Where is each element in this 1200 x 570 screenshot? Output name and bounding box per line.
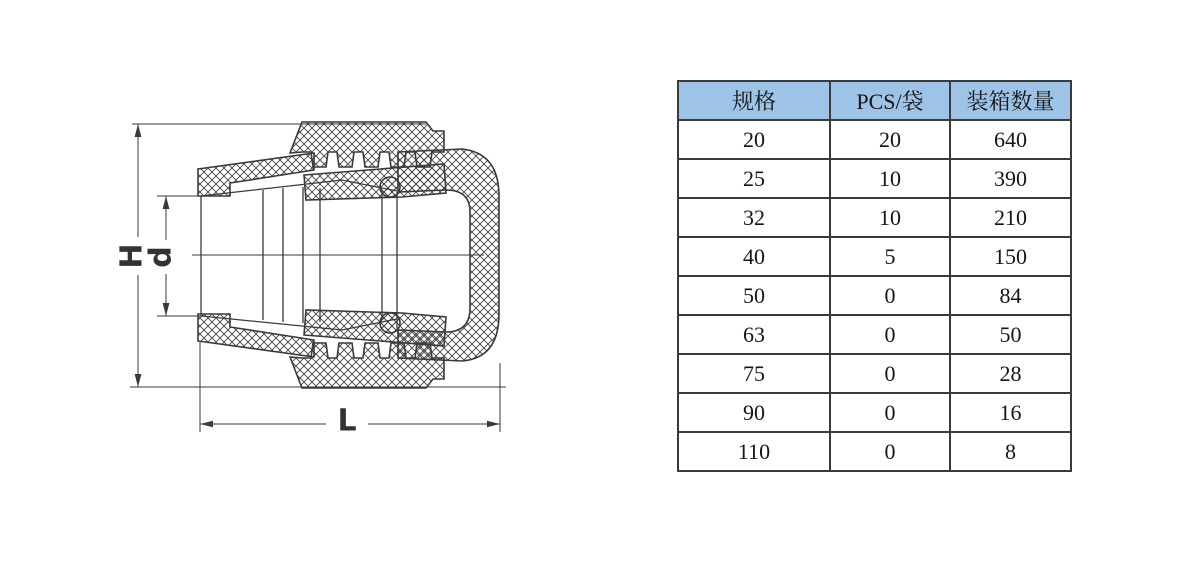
dimension-label-d: d bbox=[143, 246, 179, 268]
table-row bbox=[678, 198, 1071, 237]
fitting-cross-section-drawing bbox=[0, 0, 560, 570]
table-cell: 20 bbox=[830, 120, 950, 159]
table-cell: 90 bbox=[678, 393, 830, 432]
table-cell: 5 bbox=[830, 237, 950, 276]
table-cell: 75 bbox=[678, 354, 830, 393]
spec-table-body bbox=[678, 120, 1071, 471]
table-cell: 0 bbox=[830, 432, 950, 471]
table-cell: 50 bbox=[678, 276, 830, 315]
table-cell: 210 bbox=[950, 198, 1071, 237]
table-row bbox=[678, 120, 1071, 159]
table-cell: 150 bbox=[950, 237, 1071, 276]
table-row bbox=[678, 393, 1071, 432]
table-cell: 0 bbox=[830, 393, 950, 432]
packing-spec-table bbox=[677, 80, 1072, 472]
column-header-carton-qty: 装箱数量 bbox=[950, 81, 1071, 120]
column-header-spec: 规格 bbox=[678, 81, 830, 120]
table-row bbox=[678, 315, 1071, 354]
table-cell: 63 bbox=[678, 315, 830, 354]
table-cell: 40 bbox=[678, 237, 830, 276]
table-cell: 32 bbox=[678, 198, 830, 237]
table-cell: 110 bbox=[678, 432, 830, 471]
table-row bbox=[678, 276, 1071, 315]
table-cell: 50 bbox=[950, 315, 1071, 354]
table-cell: 84 bbox=[950, 276, 1071, 315]
column-header-pcs-per-bag: PCS/袋 bbox=[830, 81, 950, 120]
table-row bbox=[678, 432, 1071, 471]
table-row bbox=[678, 159, 1071, 198]
table-cell: 390 bbox=[950, 159, 1071, 198]
dimension-label-H: H bbox=[114, 243, 150, 269]
table-row bbox=[678, 354, 1071, 393]
table-cell: 0 bbox=[830, 354, 950, 393]
table-cell: 0 bbox=[830, 276, 950, 315]
table-cell: 28 bbox=[950, 354, 1071, 393]
table-row bbox=[678, 237, 1071, 276]
table-cell: 8 bbox=[950, 432, 1071, 471]
table-cell: 0 bbox=[830, 315, 950, 354]
table-cell: 20 bbox=[678, 120, 830, 159]
table-header-row bbox=[678, 81, 1071, 120]
table-cell: 10 bbox=[830, 198, 950, 237]
dimension-label-L: L bbox=[337, 403, 357, 439]
table-cell: 10 bbox=[830, 159, 950, 198]
table-cell: 25 bbox=[678, 159, 830, 198]
table-cell: 640 bbox=[950, 120, 1071, 159]
table-cell: 16 bbox=[950, 393, 1071, 432]
